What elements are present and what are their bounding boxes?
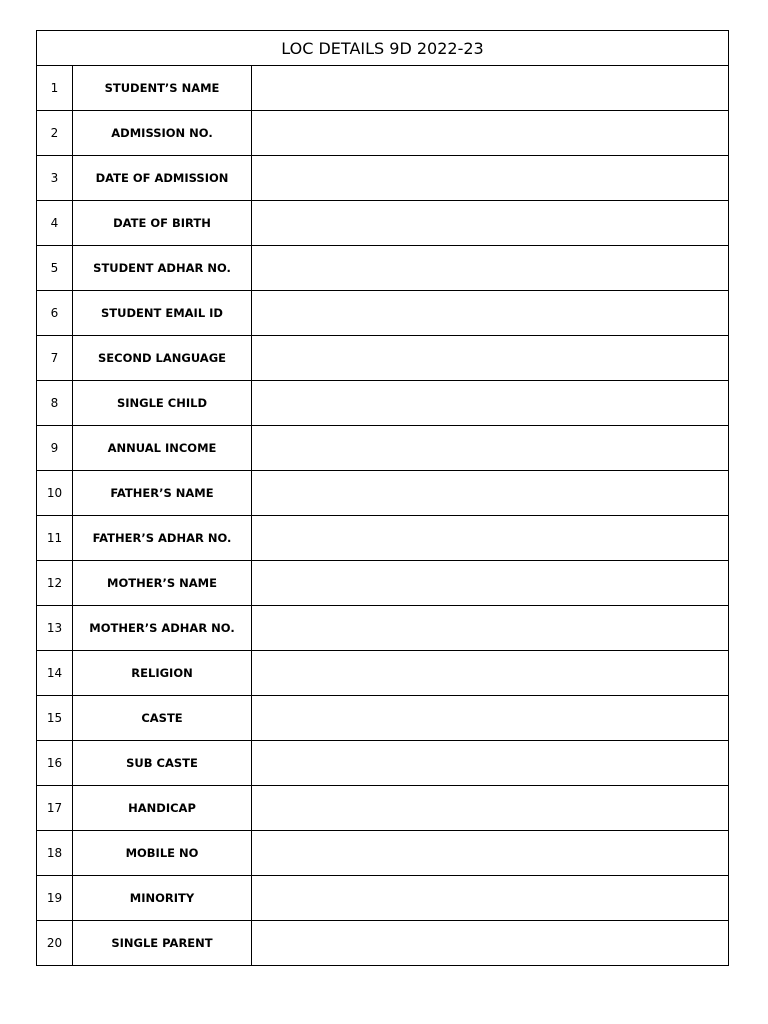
field-label: STUDENT’S NAME bbox=[73, 66, 252, 111]
table-row bbox=[37, 246, 729, 291]
field-label: STUDENT ADHAR NO. bbox=[73, 246, 252, 291]
table-row bbox=[37, 831, 729, 876]
row-number: 11 bbox=[37, 516, 73, 561]
row-number: 12 bbox=[37, 561, 73, 606]
field-value[interactable] bbox=[252, 561, 729, 606]
field-label: STUDENT EMAIL ID bbox=[73, 291, 252, 336]
row-number: 3 bbox=[37, 156, 73, 201]
row-number: 18 bbox=[37, 831, 73, 876]
field-label: MOBILE NO bbox=[73, 831, 252, 876]
field-value[interactable] bbox=[252, 921, 729, 966]
table-row bbox=[37, 66, 729, 111]
field-value[interactable] bbox=[252, 471, 729, 516]
field-label: HANDICAP bbox=[73, 786, 252, 831]
row-number: 5 bbox=[37, 246, 73, 291]
row-number: 1 bbox=[37, 66, 73, 111]
field-value[interactable] bbox=[252, 336, 729, 381]
row-number: 8 bbox=[37, 381, 73, 426]
field-value[interactable] bbox=[252, 156, 729, 201]
row-number: 6 bbox=[37, 291, 73, 336]
field-label: SINGLE CHILD bbox=[73, 381, 252, 426]
field-value[interactable] bbox=[252, 696, 729, 741]
field-label: ANNUAL INCOME bbox=[73, 426, 252, 471]
table-row bbox=[37, 561, 729, 606]
table-row bbox=[37, 651, 729, 696]
field-label: MOTHER’S ADHAR NO. bbox=[73, 606, 252, 651]
table-body bbox=[37, 66, 729, 966]
table-row bbox=[37, 426, 729, 471]
document-title: LOC DETAILS 9D 2022-23 bbox=[37, 31, 729, 66]
field-label: MINORITY bbox=[73, 876, 252, 921]
field-value[interactable] bbox=[252, 291, 729, 336]
field-value[interactable] bbox=[252, 246, 729, 291]
row-number: 9 bbox=[37, 426, 73, 471]
field-label: FATHER’S ADHAR NO. bbox=[73, 516, 252, 561]
row-number: 4 bbox=[37, 201, 73, 246]
table-row bbox=[37, 741, 729, 786]
row-number: 2 bbox=[37, 111, 73, 156]
field-label: DATE OF ADMISSION bbox=[73, 156, 252, 201]
row-number: 17 bbox=[37, 786, 73, 831]
row-number: 19 bbox=[37, 876, 73, 921]
field-value[interactable] bbox=[252, 426, 729, 471]
field-label: RELIGION bbox=[73, 651, 252, 696]
field-value[interactable] bbox=[252, 381, 729, 426]
row-number: 16 bbox=[37, 741, 73, 786]
loc-details-table bbox=[36, 30, 729, 966]
table-row bbox=[37, 696, 729, 741]
field-value[interactable] bbox=[252, 786, 729, 831]
field-label: CASTE bbox=[73, 696, 252, 741]
field-label: ADMISSION NO. bbox=[73, 111, 252, 156]
field-value[interactable] bbox=[252, 831, 729, 876]
table-row bbox=[37, 606, 729, 651]
field-label: DATE OF BIRTH bbox=[73, 201, 252, 246]
table-row bbox=[37, 381, 729, 426]
field-value[interactable] bbox=[252, 111, 729, 156]
row-number: 15 bbox=[37, 696, 73, 741]
field-label: SUB CASTE bbox=[73, 741, 252, 786]
table-row bbox=[37, 786, 729, 831]
field-value[interactable] bbox=[252, 66, 729, 111]
table-row bbox=[37, 111, 729, 156]
table-row bbox=[37, 291, 729, 336]
row-number: 20 bbox=[37, 921, 73, 966]
table-row bbox=[37, 336, 729, 381]
row-number: 10 bbox=[37, 471, 73, 516]
table-row bbox=[37, 516, 729, 561]
title-row bbox=[37, 31, 729, 66]
row-number: 7 bbox=[37, 336, 73, 381]
field-label: SINGLE PARENT bbox=[73, 921, 252, 966]
row-number: 14 bbox=[37, 651, 73, 696]
table-row bbox=[37, 201, 729, 246]
table-row bbox=[37, 156, 729, 201]
table-row bbox=[37, 471, 729, 516]
table-row bbox=[37, 876, 729, 921]
field-label: MOTHER’S NAME bbox=[73, 561, 252, 606]
field-value[interactable] bbox=[252, 876, 729, 921]
field-label: FATHER’S NAME bbox=[73, 471, 252, 516]
row-number: 13 bbox=[37, 606, 73, 651]
loc-details-sheet bbox=[36, 30, 729, 966]
field-value[interactable] bbox=[252, 606, 729, 651]
field-value[interactable] bbox=[252, 201, 729, 246]
field-label: SECOND LANGUAGE bbox=[73, 336, 252, 381]
field-value[interactable] bbox=[252, 741, 729, 786]
field-value[interactable] bbox=[252, 516, 729, 561]
table-row bbox=[37, 921, 729, 966]
field-value[interactable] bbox=[252, 651, 729, 696]
